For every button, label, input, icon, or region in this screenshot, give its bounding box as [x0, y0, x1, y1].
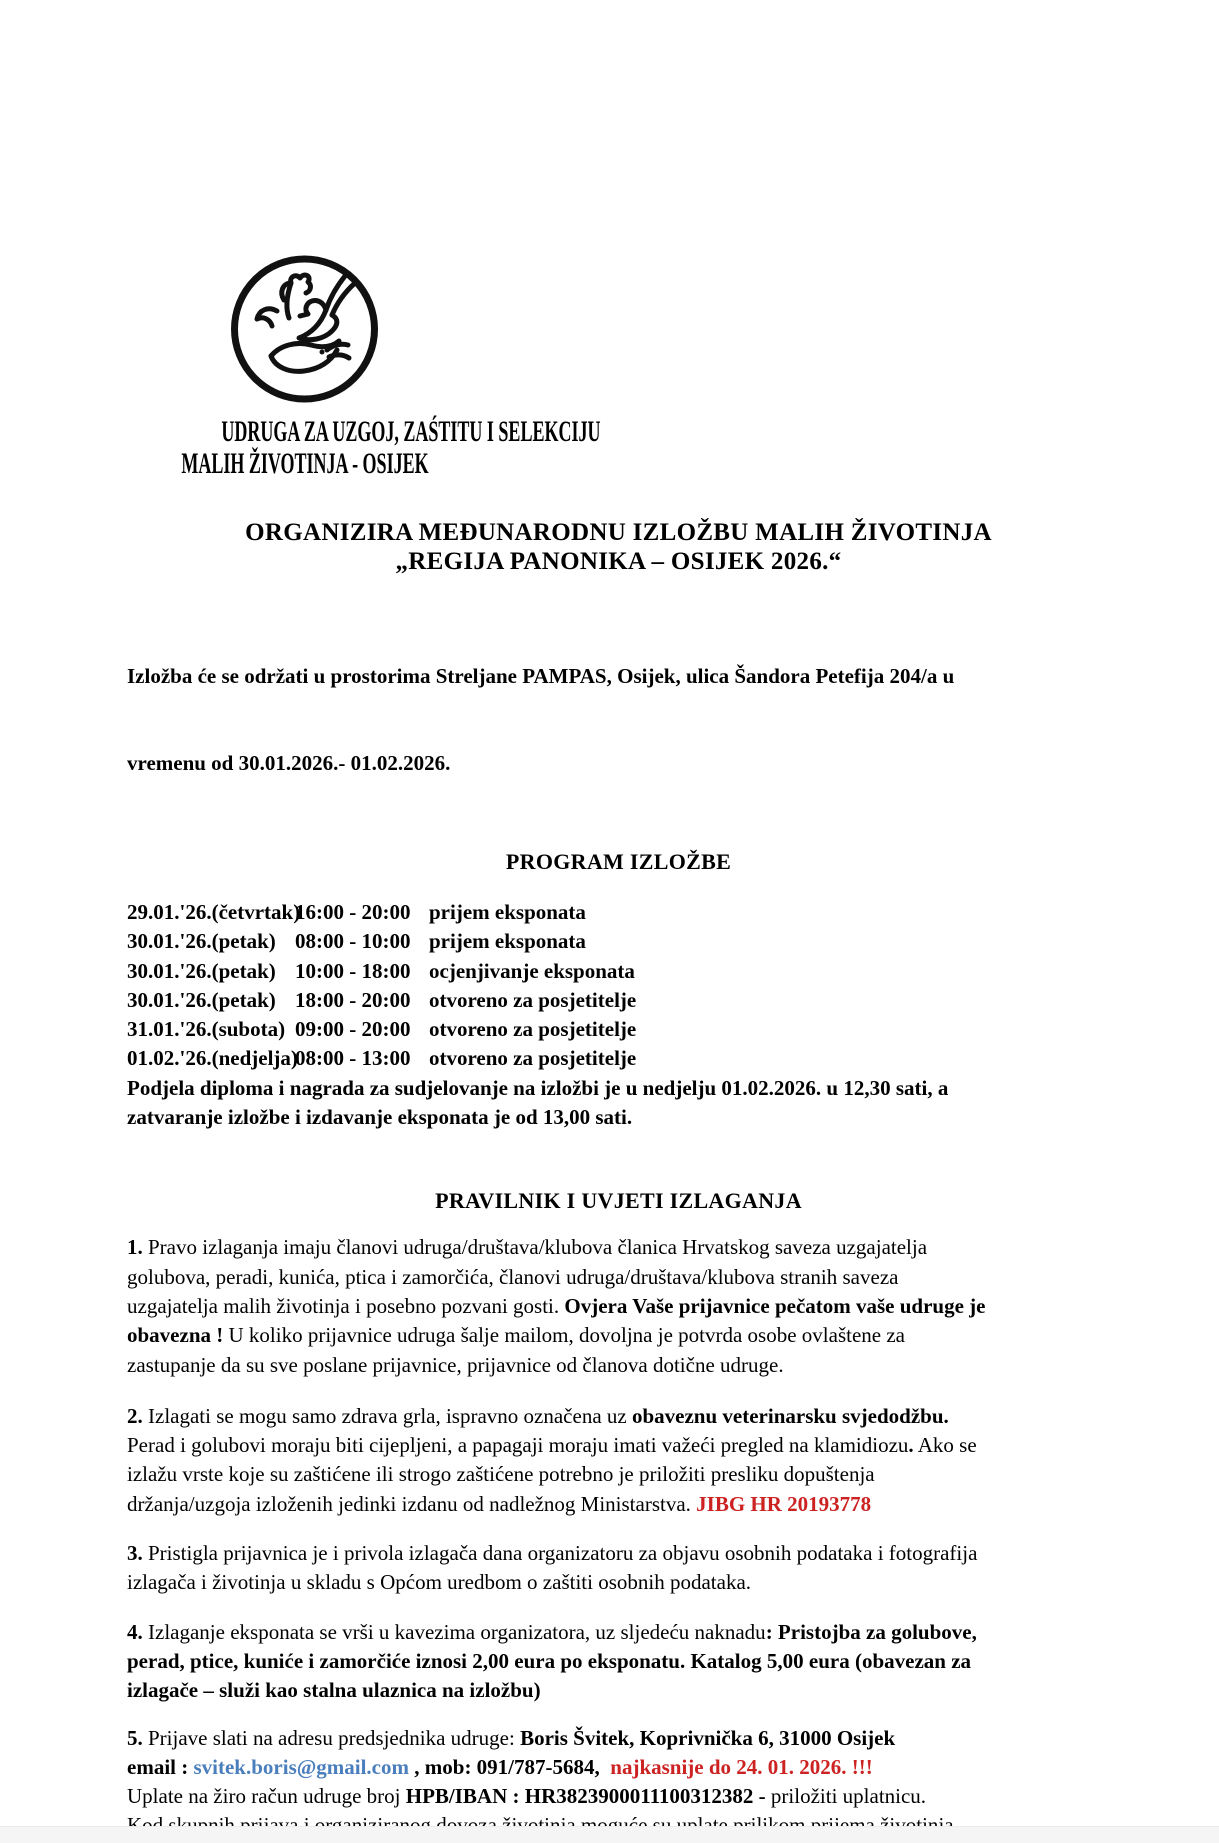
schedule-time: 09:00 - 20:00	[295, 1017, 411, 1042]
email-link[interactable]: svitek.boris@gmail.com	[193, 1754, 410, 1779]
schedule-desc: ocjenjivanje eksponata	[429, 958, 635, 983]
organization-logo	[227, 248, 382, 410]
org-name-line1: UDRUGA ZA UZGOJ, ZAŚTITU I SELEKCIJU	[221, 415, 601, 448]
schedule-row	[127, 1044, 1110, 1073]
schedule-date: 30.01.'26.(petak)	[127, 958, 276, 983]
text-line: Uplate na žiro račun udruge broj HPB/IBAN : HR3823900011100312382 - priložiti uplatnicu.	[127, 1784, 927, 1809]
deadline-highlight: JIBG HR 20193778	[696, 1491, 872, 1516]
rules-heading: PRAVILNIK I UVJETI IZLAGANJA	[435, 1188, 802, 1214]
rule-paragraph-4	[127, 1618, 1110, 1706]
program-note-line1: Podjela diploma i nagrada za sudjelovanje na izložbi je u nedjelju 01.02.2026. u 12,30 sati, a	[127, 1075, 949, 1100]
rule-paragraph-2	[127, 1402, 1110, 1519]
program-note-line2: zatvaranje izložbe i izdavanje eksponata je od 13,00 sati.	[127, 1105, 633, 1130]
text-line: obavezna ! U koliko prijavnice udruga šalje mailom, dovoljna je potvrda osobe ovlaštene za	[127, 1323, 905, 1348]
text-line: 1. Pravo izlaganja imaju članovi udruga/društava/klubova članica Hrvatskog saveza uzgajatelja	[127, 1235, 928, 1260]
schedule-time: 16:00 - 20:00	[295, 900, 411, 924]
text-line: perad, ptice, kuniće i zamorčiće iznosi 2,00 eura po eksponatu. Katalog 5,00 eura (obavezan za	[127, 1648, 972, 1673]
venue-paragraph	[127, 604, 1110, 836]
schedule-row	[127, 986, 1110, 1015]
schedule-desc: otvoreno za posjetitelje	[429, 987, 637, 1012]
program-heading: PROGRAM IZLOŽBE	[505, 849, 732, 874]
organization-name	[95, 415, 601, 480]
exhibition-title-line2: „REGIJA PANONIKA – OSIJEK 2026.“	[395, 548, 842, 575]
program-schedule	[127, 898, 1110, 1132]
schedule-desc: prijem eksponata	[429, 929, 586, 954]
rule-paragraph-1	[127, 1233, 1110, 1379]
schedule-time: 08:00 - 13:00	[295, 1046, 411, 1071]
schedule-time: 08:00 - 10:00	[295, 929, 411, 954]
schedule-date: 01.02.'26.(nedjelja)	[127, 1046, 298, 1071]
text-line: 3. Pristigla prijavnica je i privola izlagača dana organizatoru za objavu osobnih podataka i fotografija	[127, 1541, 978, 1566]
schedule-time: 10:00 - 18:00	[295, 958, 411, 983]
schedule-desc: otvoreno za posjetitelje	[429, 1046, 637, 1071]
schedule-row	[127, 1015, 1110, 1044]
schedule-date: 31.01.'26.(subota)	[127, 1017, 286, 1042]
exhibition-title-line1: ORGANIZIRA MEĐUNARODNU IZLOŽBU MALIH ŽIVOTINJA	[245, 519, 992, 546]
schedule-date: 30.01.'26.(petak)	[127, 987, 276, 1012]
venue-line1: Izložba će se održati u prostorima Streljane PAMPAS, Osijek, ulica Šandora Petefija 204/a u	[127, 664, 955, 688]
schedule-date: 29.01.'26.(četvrtak)	[127, 900, 301, 924]
rule-paragraph-3	[127, 1539, 1110, 1598]
pigeon-rabbit-emblem-icon	[227, 248, 382, 410]
schedule-row	[127, 898, 1110, 927]
text-line: držanja/uzgoja izloženih jedinki izdanu od nadležnog Ministarstva. JIBG HR 20193778	[127, 1491, 872, 1516]
text-line: izlagače – služi kao stalna ulaznica na izložbu)	[127, 1678, 541, 1703]
deadline-highlight: najkasnije do 24. 01. 2026. !!!	[610, 1754, 873, 1779]
schedule-date: 30.01.'26.(petak)	[127, 929, 276, 954]
text-line: Perad i golubovi moraju biti cijepljeni, a papagaji moraju imati važeći pregled na klamidiozu. Ako se	[127, 1433, 977, 1458]
text-line: golubova, peradi, kunića, ptica i zamorčića, članovi udruga/društava/klubova stranih saveza	[127, 1264, 899, 1289]
footer-bar	[0, 1826, 1219, 1843]
rule-paragraph-5	[127, 1724, 1110, 1841]
schedule-desc: prijem eksponata	[429, 900, 586, 924]
schedule-desc: otvoreno za posjetitelje	[429, 1017, 637, 1042]
document-body	[127, 518, 1110, 1841]
text-line: izlažu vrste koje su zaštićene ili strogo zaštićene potrebno je priložiti presliku dopuštenja	[127, 1462, 875, 1487]
venue-line2: vremenu od 30.01.2026.- 01.02.2026.	[127, 751, 451, 775]
text-line: 2. Izlagati se mogu samo zdrava grla, ispravno označena uz obaveznu veterinarsku svjedodžbu.	[127, 1403, 949, 1428]
text-line: email : svitek.boris@gmail.com , mob: 091/787-5684, najkasnije do 24. 01. 2026. !!!	[127, 1754, 873, 1779]
text-line: 5. Prijave slati na adresu predsjednika udruge: Boris Švitek, Koprivnička 6, 31000 Osijek	[127, 1725, 896, 1750]
text-line: izlagača i životinja u skladu s Općom uredbom o zaštiti osobnih podataka.	[127, 1570, 752, 1595]
schedule-row	[127, 927, 1110, 956]
schedule-row	[127, 957, 1110, 986]
text-line: 4. Izlaganje eksponata se vrši u kavezima organizatora, uz sljedeću naknadu: Pristojba za golubove,	[127, 1619, 977, 1644]
text-line: uzgajatelja malih životinja i posebno pozvani gosti. Ovjera Vaše prijavnice pečatom vaše udruge je	[127, 1293, 986, 1318]
text-line: zastupanje da su sve poslane prijavnice, prijavnice od članova dotične udruge.	[127, 1352, 784, 1377]
org-name-line2: MALIH ŽIVOTINJA - OSIJEK	[181, 447, 429, 480]
schedule-time: 18:00 - 20:00	[295, 987, 411, 1012]
exhibition-title	[127, 518, 1110, 576]
